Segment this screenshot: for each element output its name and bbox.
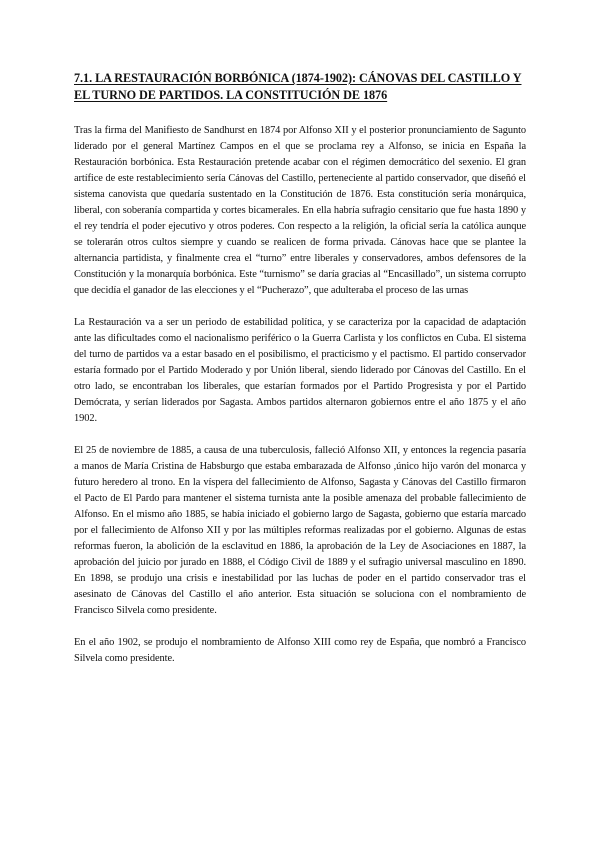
paragraph-alfonso-xiii: En el año 1902, se produjo el nombramiento de Alfonso XIII como rey de España, que nombró a Francisco Silvela como presidente. [74, 636, 526, 664]
paragraph-regencia: El 25 de noviembre de 1885, a causa de una tuberculosis, falleció Alfonso XII, y entonces la regencia pasaría a manos de María Cristina de Habsburgo que estaba embarazada de Alfonso ,único hijo varón del monarca y futuro heredero al trono. En la víspera del fallecimiento de Alfonso, Sagasta y Cánovas del Castillo firmaron el Pacto de El Pardo para mantener el sistema turnista ante la posible amenaza del probable fallecimiento de Alfonso. En el mismo año 1885, se había iniciado el gobierno largo de Sagasta, gobierno que estaría marcado por el fallecimiento de Alfonso XII y por las múltiples reformas realizadas por el gobierno. Algunas de estas reformas fueron, la abolición de la esclavitud en 1886, la aprobación de la Ley de Asociaciones en 1887, la aprobación del juicio por jurado en 1888, el Código Civil de 1889 y el sufragio universal masculino en 1890. En 1898, se produjo una crisis e inestabilidad por las luchas de poder en el partido conservador tras el asesinato de Cánovas del Castillo el año anterior. Esta situación se soluciona con el nombramiento de Francisco Silvela como presidente. [74, 445, 526, 616]
paragraph-estabilidad: La Restauración va a ser un periodo de estabilidad política, y se caracteriza por la capacidad de adaptación ante las dificultades como el nacionalismo periférico o la Guerra Carlista y los conflictos en Cuba. El sistema del turno de partidos va a estar basado en el posibilismo, el practicismo y el pactismo. El partido conservador estaría formado por el Partido Moderado y por Unión liberal, siendo liderado por Cánovas del Castillo. En el otro lado, se encontraban los liberales, que estarían formados por el Partido Progresista y por el Partido Demócrata, y serían liderados por Sagasta. Ambos partidos alternaron gobiernos entre el año 1875 y el año 1902. [74, 317, 526, 425]
document-title: 7.1. LA RESTAURACIÓN BORBÓNICA (1874-1902): CÁNOVAS DEL CASTILLO Y EL TURNO DE PARTIDOS. LA CONSTITUCIÓN DE 1876 [74, 71, 522, 102]
paragraph-restauracion: Tras la firma del Manifiesto de Sandhurst en 1874 por Alfonso XII y el posterior pronunciamiento de Sagunto liderado por el general Martínez Campos en el que se proclama rey a Alfonso, se inicia en España la Restauración borbónica. Esta Restauración pretende acabar con el régimen democrático del sexenio. El gran artífice de este restablecimiento sería Cánovas del Castillo, perteneciente al partido conservador, que diseñó el sistema canovista que quedaría sustentado en la Constitución de 1876. Esta constitución sería monárquica, liberal, con soberanía compartida y cortes bicamerales. En ella habría sufragio censitario que fue hasta 1890 y el rey tendría el poder ejecutivo y otros poderes. Con respecto a la religión, la oficial sería la católica aunque se tolerarán otros cultos siempre y cuando se realicen de forma privada. Cánovas hace que se plantee la alternancia partidista, y finalmente crea el “turno” entre liberales y conservadores, ambos defensores de la Constitución y la monarquía borbónica. Este “turnismo” se daría gracias al “Encasillado”, un sistema corrupto que decidía el ganador de las elecciones y el “Pucherazo”, que adulteraba el proceso de las urnas [74, 125, 526, 296]
document-page [74, 70, 526, 683]
